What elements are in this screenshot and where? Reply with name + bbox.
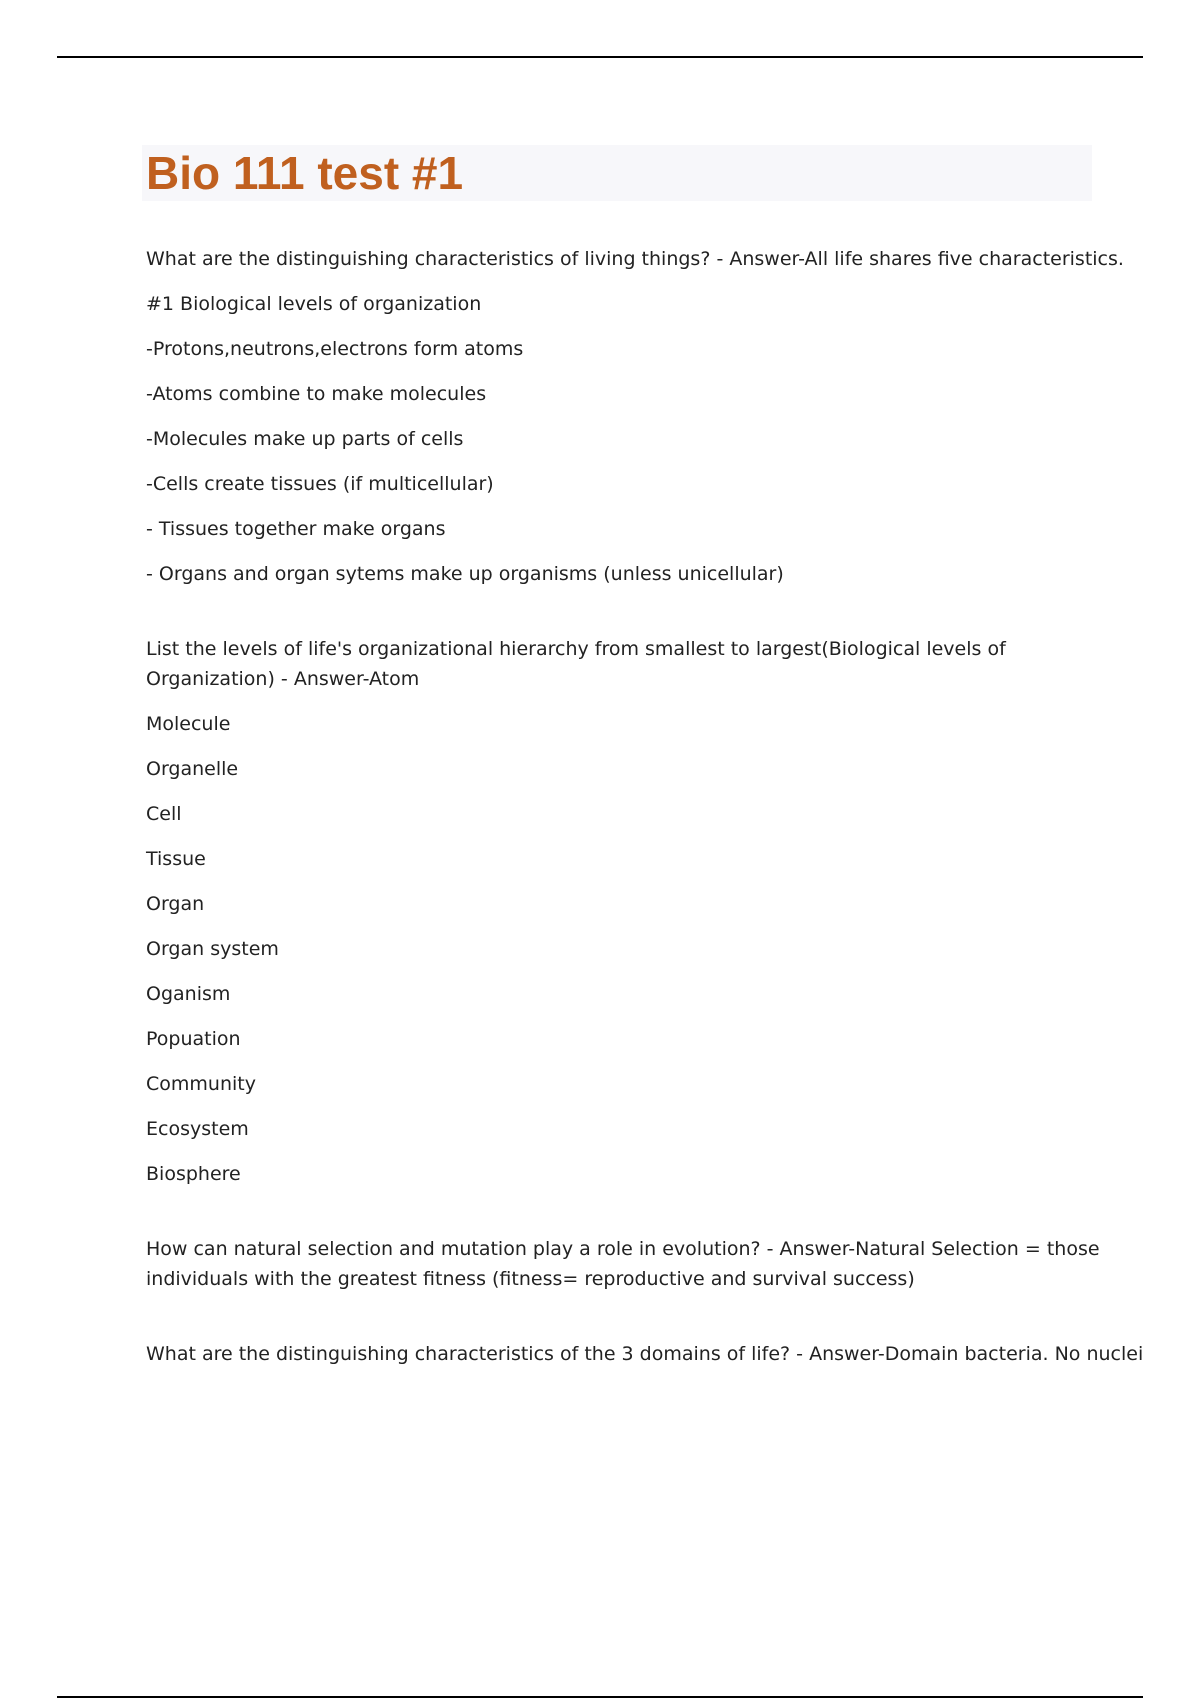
section2-line: Tissue [146, 848, 206, 870]
section2-line: Organ [146, 893, 205, 915]
section1-line: - Organs and organ sytems make up organisms (unless unicellular) [146, 563, 784, 585]
document-title: Bio 111 test #1 [146, 147, 464, 199]
section2-question: List the levels of life's organizational hierarchy from smallest to largest(Biological levels of Organization) - Answer-Atom [146, 638, 1006, 690]
section2-line: Molecule [146, 713, 231, 735]
section1-line: - Tissues together make organs [146, 518, 446, 540]
section4-question: What are the distinguishing characteristics of the 3 domains of life? - Answer-Domain bacteria. No nuclei [146, 1343, 1144, 1365]
bottom-rule [57, 1696, 1143, 1698]
section3-question: How can natural selection and mutation play a role in evolution? - Answer-Natural Selection = those individuals with the greatest fitness (fitness= reproductive and survival success) [146, 1238, 1100, 1290]
section2-line: Popuation [146, 1028, 241, 1050]
section1-line: -Cells create tissues (if multicellular) [146, 473, 494, 495]
section2-line: Organelle [146, 758, 239, 780]
section2-line: Cell [146, 803, 182, 825]
section2-line: Community [146, 1073, 256, 1095]
section1-line: #1 Biological levels of organization [146, 293, 482, 315]
section2-line: Ecosystem [146, 1118, 249, 1140]
section2-line: Biosphere [146, 1163, 241, 1185]
document-body [146, 244, 1144, 1384]
section2-line: Oganism [146, 983, 231, 1005]
section1-line: -Molecules make up parts of cells [146, 428, 464, 450]
top-rule [57, 56, 1143, 58]
section1-line: -Protons,neutrons,electrons form atoms [146, 338, 524, 360]
section1-question: What are the distinguishing characteristics of living things? - Answer-All life shares five characteristics. [146, 248, 1124, 270]
section2-line: Organ system [146, 938, 279, 960]
section1-line: -Atoms combine to make molecules [146, 383, 487, 405]
